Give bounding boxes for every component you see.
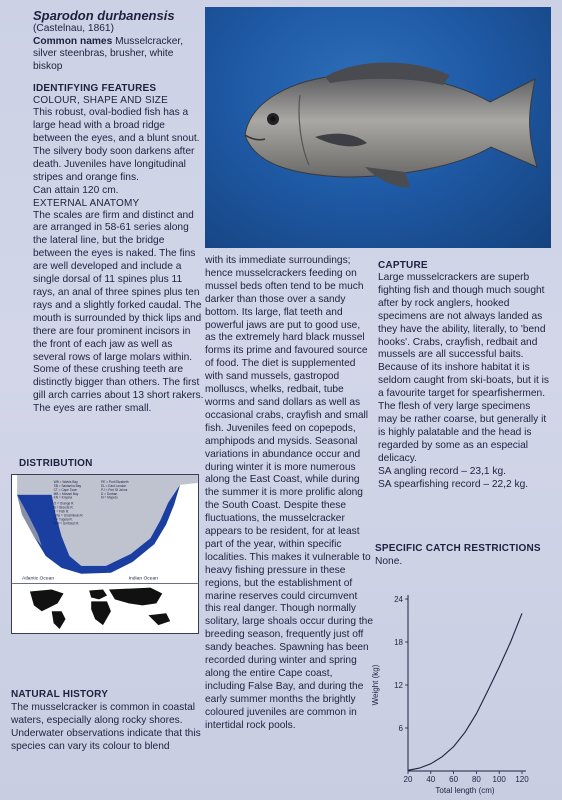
column-right <box>378 260 550 491</box>
identifying-heading: IDENTIFYING FEATURES <box>33 83 157 95</box>
atlantic-label: Atlantic Ocean <box>22 576 55 582</box>
distribution-heading: DISTRIBUTION <box>19 458 93 469</box>
y-tick-label: 18 <box>394 638 403 647</box>
x-tick-label: 60 <box>449 775 459 784</box>
distribution-map <box>11 474 199 634</box>
angling-record: SA angling record – 23,1 kg. <box>378 465 506 477</box>
legend-item: T = Tugela R. <box>53 517 73 522</box>
chart-axes <box>408 595 526 771</box>
column-left <box>33 8 205 416</box>
legend-item: Umz = Umzimkulu R. <box>53 513 84 518</box>
x-tick-label: 20 <box>403 775 413 784</box>
natural-history-heading: NATURAL HISTORY <box>11 689 109 700</box>
x-tick-label: 100 <box>492 775 506 784</box>
x-axis-label: Total length (cm) <box>435 786 495 795</box>
anatomy-text: The scales are firm and distinct and are arranged in 58-61 series along the lateral line, but the bridge between the eyes is naked. The fins are well developed and include a single dorsal of 11 spines plus 11 rays, an anal of three spines plus ten rays and a slightly forked caudal. The mouth is surrounded by thick lips and there are four prominent incisors in the front of each jaw as well as several rows of large molars within. Some of these crushing teeth are distinctly bigger than others. The first gill arch carries about 13 short rakers. The eyes are rather small. <box>33 209 204 415</box>
species-author: (Castelnau, 1861) <box>33 23 114 34</box>
species-name: Sparodon durbanensis <box>33 8 175 23</box>
y-tick-label: 12 <box>394 681 403 690</box>
spearfishing-record: SA spearfishing record – 22,2 kg. <box>378 478 529 490</box>
x-tick-label: 40 <box>426 775 436 784</box>
anatomy-subheading: EXTERNAL ANATOMY <box>33 197 140 209</box>
indian-label: Indian Ocean <box>128 576 158 582</box>
common-names-text: Musselcracker, silver steenbras, brusher, white biskop <box>33 35 184 73</box>
y-tick-label: 6 <box>398 724 403 733</box>
natural-history-text-1: The musselcracker is common in coastal waters, especially along rocky shores. Underwater observations indicate that this species can vary its colour to blend <box>11 702 201 752</box>
capture-heading: CAPTURE <box>378 260 428 271</box>
legend-item: SB = Saldanha Bay <box>53 483 82 488</box>
size-text: Can attain 120 cm. <box>33 184 119 196</box>
legend-item: EL = East London <box>101 483 127 488</box>
legend-item: D = Durban <box>101 491 118 496</box>
restrictions-heading: SPECIFIC CATCH RESTRICTIONS <box>375 543 541 554</box>
legend-item: Umf = Umfolozi R. <box>53 521 80 526</box>
column-middle <box>205 255 373 733</box>
legend-item: M = Maputo <box>101 495 118 500</box>
natural-history-text-2: with its immediate surroundings; hence musselcrackers feeding on mussel beds often tend to be much darker than those over a sandy bottom. Its large, flat teeth and powerful jaws are put to good use, as the extremely hard black mussel forms its prime and favoured source of food. The diet is supplemented with sand mussels, gastropod molluscs, whelks, redbait, tube worms and sand dollars as well as occasional crabs, crayfish and small fish. Juveniles feed on copepods, amphipods and mysids. Seasonal variations in abundance occur and during winter it is more numerous along the East Coast, while during the summer it is more prolific along the South Coast. Despite these fluctuations, the musselcracker appears to be resident, for at least part of the year, within specific localities. This makes it vulnerable to heavy fishing pressure in these regions, but the establishment of marine reserves could circumvent this real danger. Though normally solitary, large shoals occur during the breeding season, frequently just off sandy beaches. Spawning has been recorded during winter and spring along the entire Cape coast, including False Bay, and during the early summer months the brightly coloured juveniles are common in intertidal rock pools. <box>205 255 373 731</box>
fish-photo <box>205 7 551 248</box>
common-names-label: Common names <box>33 35 113 47</box>
y-axis-label: Weight (kg) <box>371 664 380 706</box>
legend-item: O = Orange R. <box>53 501 75 506</box>
legend-item: B = Breede R. <box>53 505 74 510</box>
series-line <box>408 613 522 770</box>
common-names <box>33 36 205 75</box>
legend-item: MB = Mossel Bay <box>53 491 79 496</box>
restrictions-value: None. <box>375 556 403 567</box>
colour-subheading: COLOUR, SHAPE AND SIZE <box>33 95 168 107</box>
x-tick-label: 120 <box>515 775 529 784</box>
legend-item: PE = Port Elizabeth <box>101 479 129 484</box>
legend-item: F = Fish R. <box>53 509 70 514</box>
legend-item: PJ = Port St Johns <box>101 487 128 492</box>
legend-item: KN = Knysna <box>53 495 73 500</box>
length-weight-chart <box>360 585 540 795</box>
y-tick-label: 24 <box>394 595 403 604</box>
x-tick-label: 80 <box>471 775 481 784</box>
chart-ticks <box>394 595 529 784</box>
capture-text: Large musselcrackers are superb fighting fish and though much sought after by rock anglers, hooked specimens are not always landed as they have the ability, literally, to 'bend hooks'. Crabs, crayfish, redbait and mussels are all successful baits. Because of its inshore habitat it is seldom caught from ski-boats, but it is a favourite target for spearfishermen. The flesh of very large specimens may be rather coarse, but generally it is highly palatable and the head is regarded by some as an especial delicacy. <box>378 272 549 464</box>
legend-item: WB = Walvis Bay <box>53 479 78 484</box>
colour-text: This robust, oval-bodied fish has a large head with a broad ridge between the eyes, and a blunt snout. The silvery body soon darkens after death. Juveniles have longitudinal stripes and orange fins. <box>33 107 200 183</box>
legend-item: CT = Cape Town <box>53 487 78 492</box>
